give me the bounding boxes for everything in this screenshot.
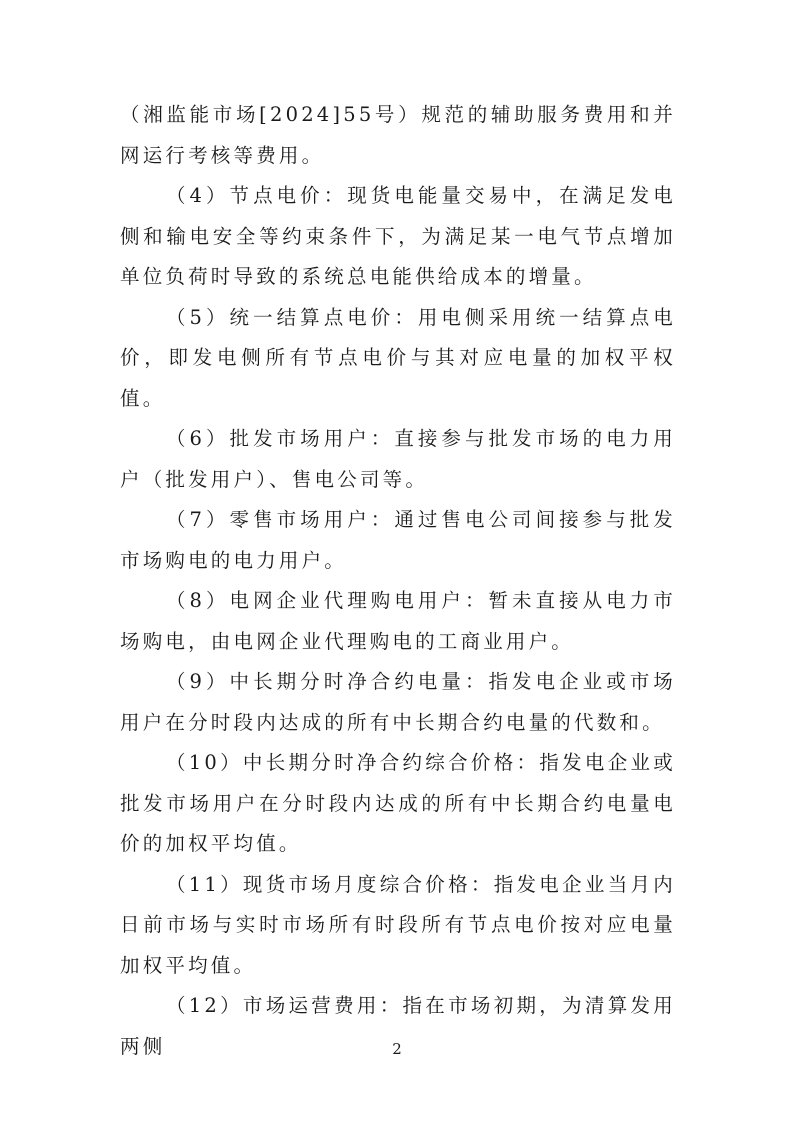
paragraph-item-12: （12）市场运营费用：指在市场初期，为清算发用两侧 bbox=[120, 994, 676, 1058]
page-number: 2 bbox=[392, 1040, 402, 1058]
body-text bbox=[120, 95, 676, 1067]
paragraph-item-8: （8）电网企业代理购电用户：暂未直接从电力市场购电，由电网企业代理购电的工商业用户。 bbox=[120, 589, 676, 653]
paragraph-item-6: （6）批发市场用户：直接参与批发市场的电力用户（批发用户）、售电公司等。 bbox=[120, 427, 676, 491]
paragraph-item-11: （11）现货市场月度综合价格：指发电企业当月内日前市场与实时市场所有时段所有节点电价按对应电量加权平均值。 bbox=[120, 872, 676, 977]
paragraph-item-4: （4）节点电价：现货电能量交易中，在满足发电侧和输电安全等约束条件下，为满足某一电气节点增加单位负荷时导致的系统总电能供给成本的增量。 bbox=[120, 184, 676, 288]
paragraph-item-10: （10）中长期分时净合约综合价格：指发电企业或批发市场用户在分时段内达成的所有中长期合约电量电价的加权平均值。 bbox=[120, 751, 676, 855]
paragraph-item-9: （9）中长期分时净合约电量：指发电企业或市场用户在分时段内达成的所有中长期合约电量的代数和。 bbox=[120, 670, 676, 734]
paragraph-item-5: （5）统一结算点电价：用电侧采用统一结算点电价，即发电侧所有节点电价与其对应电量的加权平权值。 bbox=[120, 305, 676, 410]
paragraph-item-7: （7）零售市场用户：通过售电公司间接参与批发市场购电的电力用户。 bbox=[120, 508, 676, 572]
paragraph-continuation: （湘监能市场[2024]55号）规范的辅助服务费用和并网运行考核等费用。 bbox=[120, 103, 676, 167]
